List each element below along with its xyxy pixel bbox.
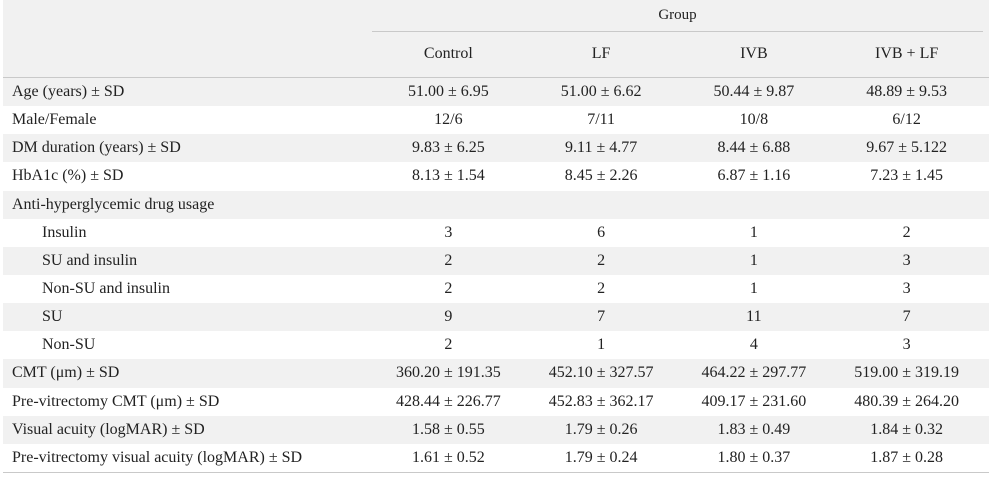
row-label: SU and insulin <box>42 251 138 269</box>
cell-lf: 8.45 ± 2.26 <box>564 167 638 185</box>
table-row <box>3 275 989 303</box>
cell-control: 9 <box>444 308 453 326</box>
cell-control: 2 <box>444 251 453 269</box>
cell-lf: 2 <box>597 251 606 269</box>
table-row <box>3 162 989 190</box>
cell-lf: 6 <box>597 223 606 241</box>
cell-lf: 452.10 ± 327.57 <box>548 364 654 382</box>
cell-ivb-lf: 48.89 ± 9.53 <box>866 83 948 100</box>
cell-control: 8.13 ± 1.54 <box>411 167 485 185</box>
cell-ivb-lf: 6/12 <box>892 111 921 129</box>
header-spacer <box>3 0 372 32</box>
cell-ivb-lf <box>830 191 983 219</box>
cell-control: 9.83 ± 6.25 <box>411 139 485 157</box>
cell-ivb: 4 <box>749 336 758 354</box>
row-label: Pre-vitrectomy visual acuity (logMAR) ± SD <box>12 448 303 466</box>
column-header-ivb-lf: IVB + LF <box>875 45 939 62</box>
cell-ivb-lf: 519.00 ± 319.19 <box>854 364 960 382</box>
cell-ivb-lf: 9.67 ± 5.122 <box>866 139 948 157</box>
table-row <box>3 219 989 247</box>
group-header-row <box>3 0 989 32</box>
column-header-ivb: IVB <box>740 45 768 62</box>
table-row <box>3 106 989 134</box>
cell-ivb: 8.44 ± 6.88 <box>717 139 791 157</box>
row-label: Non-SU and insulin <box>42 279 170 297</box>
cell-ivb-lf: 2 <box>902 223 911 241</box>
row-label: Insulin <box>42 223 87 241</box>
table-row <box>3 416 989 444</box>
cell-ivb-lf: 3 <box>902 251 911 269</box>
cell-control: 51.00 ± 6.95 <box>407 83 489 100</box>
row-label: Anti-hyperglycemic drug usage <box>12 195 215 213</box>
cell-ivb: 10/8 <box>739 111 769 129</box>
header-spacer <box>3 32 372 77</box>
row-label: Non-SU <box>42 336 96 354</box>
cell-control: 428.44 ± 226.77 <box>395 392 501 410</box>
table-row <box>3 191 989 219</box>
cell-ivb: 409.17 ± 231.60 <box>701 392 807 410</box>
table-row <box>3 303 989 331</box>
row-label: Pre-vitrectomy CMT (μm) ± SD <box>12 392 220 410</box>
row-label: DM duration (years) ± SD <box>12 139 181 157</box>
cell-control <box>372 191 525 219</box>
cell-ivb-lf: 7.23 ± 1.45 <box>870 167 944 185</box>
row-label: SU <box>42 308 63 326</box>
row-label: HbA1c (%) ± SD <box>12 167 124 185</box>
table-row <box>3 247 989 275</box>
cell-ivb: 50.44 ± 9.87 <box>713 83 795 100</box>
cell-ivb: 1.80 ± 0.37 <box>717 448 791 466</box>
cell-ivb: 11 <box>746 308 762 326</box>
column-header-lf: LF <box>591 45 611 62</box>
table-row <box>3 134 989 162</box>
column-header-row <box>3 32 989 78</box>
row-label: Male/Female <box>12 111 97 129</box>
cell-ivb: 1.83 ± 0.49 <box>717 420 791 438</box>
cell-lf <box>525 191 678 219</box>
cell-lf: 51.00 ± 6.62 <box>560 83 642 100</box>
cell-control: 2 <box>444 336 453 354</box>
characteristics-table <box>3 0 989 473</box>
column-header-control: Control <box>423 45 473 62</box>
cell-ivb-lf: 1.87 ± 0.28 <box>870 448 944 466</box>
cell-lf: 1.79 ± 0.24 <box>564 448 638 466</box>
cell-control: 3 <box>444 223 453 241</box>
table-header <box>3 0 989 78</box>
table-row <box>3 359 989 387</box>
row-label: Age (years) ± SD <box>12 83 125 100</box>
cell-ivb-lf: 7 <box>902 308 911 326</box>
cell-control: 12/6 <box>434 111 463 129</box>
cell-lf: 7/11 <box>587 111 616 129</box>
row-label: Visual acuity (logMAR) ± SD <box>12 420 205 438</box>
cell-control: 1.58 ± 0.55 <box>411 420 485 438</box>
cell-lf: 452.83 ± 362.17 <box>548 392 654 410</box>
cell-ivb: 1 <box>749 279 758 297</box>
cell-control: 1.61 ± 0.52 <box>411 448 485 466</box>
cell-control: 360.20 ± 191.35 <box>395 364 501 382</box>
table-row <box>3 78 989 106</box>
cell-lf: 1 <box>597 336 606 354</box>
cell-lf: 1.79 ± 0.26 <box>564 420 638 438</box>
cell-lf: 2 <box>597 279 606 297</box>
cell-ivb: 1 <box>749 251 758 269</box>
group-header: Group <box>372 0 983 32</box>
cell-ivb: 464.22 ± 297.77 <box>701 364 807 382</box>
table-row <box>3 388 989 416</box>
cell-ivb-lf: 480.39 ± 264.20 <box>854 392 960 410</box>
table-row <box>3 331 989 359</box>
table-row <box>3 444 989 473</box>
cell-ivb-lf: 3 <box>902 336 911 354</box>
cell-ivb <box>678 191 831 219</box>
cell-ivb: 6.87 ± 1.16 <box>717 167 791 185</box>
row-label: CMT (μm) ± SD <box>12 364 120 382</box>
cell-control: 2 <box>444 279 453 297</box>
cell-ivb-lf: 1.84 ± 0.32 <box>870 420 944 438</box>
cell-lf: 9.11 ± 4.77 <box>565 139 638 157</box>
cell-ivb: 1 <box>749 223 758 241</box>
cell-ivb-lf: 3 <box>902 279 911 297</box>
cell-lf: 7 <box>597 308 606 326</box>
